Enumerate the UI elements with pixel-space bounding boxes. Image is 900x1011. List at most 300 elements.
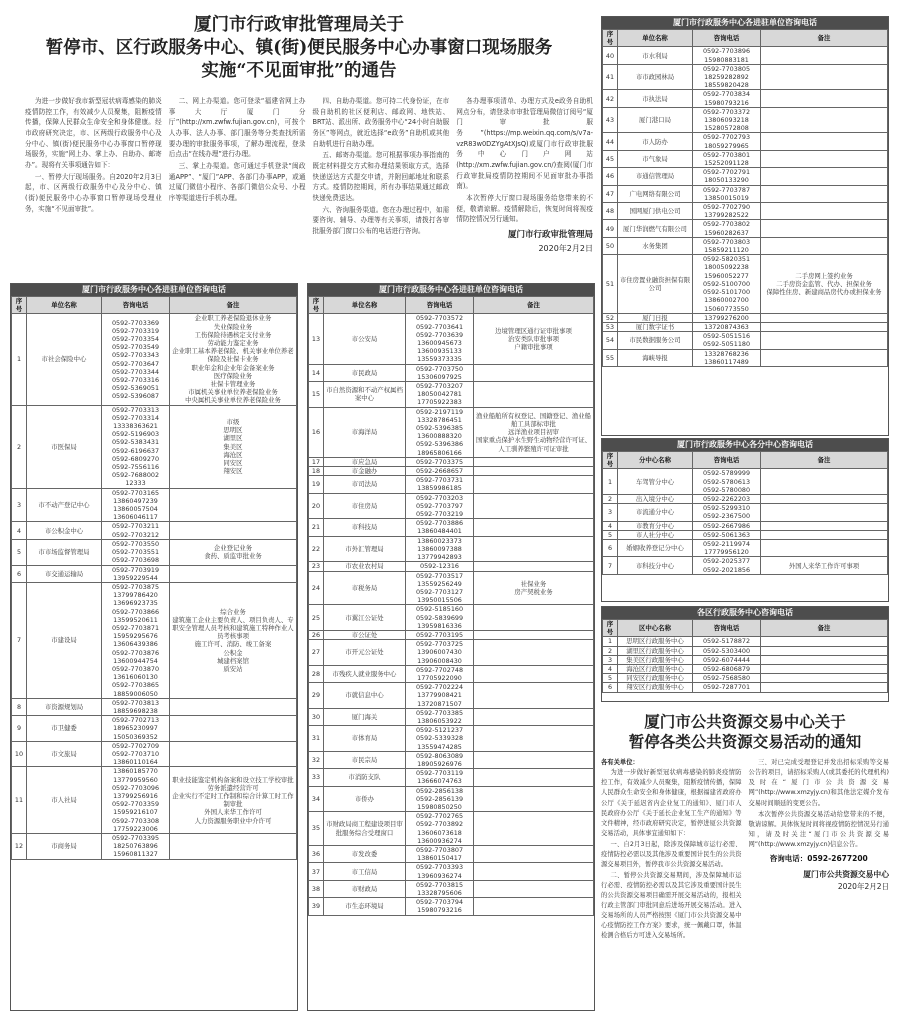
row-index: 11 [12,767,27,834]
unit-name: 市科技局 [324,519,406,536]
table-row [309,382,594,408]
unit-name: 市文旅局 [27,741,102,767]
phone-cell: 13799276200 [693,313,761,322]
row-index: 3 [603,655,618,664]
row-index: 3 [12,488,27,522]
table-d-title: 厦门市行政服务中心各分中心咨询电话 [602,439,888,451]
table-row [603,255,888,313]
table-row [309,863,594,880]
unit-name: 市通信管理局 [618,168,693,185]
row-index: 1 [603,469,618,495]
row-index: 41 [603,64,618,90]
notice2-title-line: 暂停各类公共资源交易活动的通知 [628,732,862,752]
remark-cell [170,698,297,715]
unit-name: 市民宗局 [324,751,406,768]
phone-cell: 0592-7702713 18965230997 15050369352 [102,716,170,742]
table-b [307,283,595,1011]
table-header-row [603,30,888,47]
header-cell: 备注 [761,30,888,47]
unit-name: 婚姻收养登记分中心 [618,540,693,557]
notice1-title-line: 暂停市、区行政服务中心、镇(街)便民服务中心办事窗口现场服务 [45,37,553,58]
table-row [603,90,888,107]
table-row [603,332,888,349]
table-row [309,708,594,725]
phone-cell: 0592-2262203 [693,495,761,504]
remark-cell [474,364,594,381]
notice1-title-line: 厦门市行政审批管理局关于 [194,15,404,35]
row-index: 40 [603,47,618,64]
phone-cell: 0592-7703119 13666074763 [406,769,474,786]
table-row [12,716,297,742]
unit-name: 厦门日报 [618,313,693,322]
notice2-paragraph: 三、对已完成受理登记并发出招标采购等交易公告的项目，请招标采购人(或其委托的代理机构)及时在“厦门市公共资源交易网”(http://www.xmzyjy.cn)和其他法定媒介发布交易时间顺延的变更公告。 [748,759,889,807]
row-index: 7 [603,557,618,574]
table-row [309,467,594,476]
table-row [309,751,594,768]
remark-cell [761,655,888,664]
table-row [603,665,888,674]
remark-cell [761,47,888,64]
header-cell: 单位名称 [324,297,406,314]
header-cell: 序号 [603,30,618,47]
phone-cell: 0592-7703207 18050042781 17705922383 [406,382,474,408]
row-index: 24 [309,571,324,605]
phone-cell: 0592-7703211 0592-7703212 [102,522,170,539]
phone-cell: 0592-7703813 18859698238 [102,698,170,715]
row-index: 48 [603,203,618,220]
notice1-paragraph: 四、自助办渠道。您可持二代身份证，在市级自助机的社区便利店、邮政网、地铁站、BRT站、派出所、政务服务中心“24小时自助服务区”等网点，就近选择“e政务”自助机或其他自助机进行自助办理。 [312,97,450,148]
phone-cell: 0592-7703195 [406,630,474,639]
phone-cell: 0592-2668657 [406,467,474,476]
phone-cell: 0592-7702790 13799282522 [693,203,761,220]
table-row [309,571,594,605]
remark-cell [474,457,594,466]
unit-name: 厦门海关 [324,708,406,725]
remark-cell [761,349,888,366]
remark-cell [761,168,888,185]
remark-cell [761,322,888,331]
row-index: 4 [12,522,27,539]
unit-name: 市翼江公证处 [324,605,406,631]
table-row [309,898,594,915]
remark-cell [761,64,888,90]
notice1-paragraph: 五、邮寄办渠道。您可根据事项办事指南的既定材料提交方式和办理结果领取方式，选择快递送达方式提交申请，并附回邮地址和联系方式。疫情防控期间，所有办事结果通过邮政快递免费送达。 [312,151,450,203]
table-row [603,203,888,220]
phone-cell: 0592-7703572 0592-7703641 0592-7703639 13600945673 13600935133 13559373335 [406,314,474,364]
row-index: 5 [603,674,618,683]
unit-name: 市消防支队 [324,769,406,786]
remark-cell [474,708,594,725]
phone-cell: 0592-7568580 [693,674,761,683]
notice1-column [25,96,162,266]
table-row [603,150,888,167]
row-index: 28 [309,665,324,682]
row-index: 32 [309,751,324,768]
remark-cell [761,530,888,539]
remark-cell [474,880,594,897]
table-row [309,683,594,709]
table-row [12,488,297,522]
table-c-title: 厦门市行政服务中心各进驻单位咨询电话 [602,17,888,29]
unit-name: 市应急局 [324,457,406,466]
unit-name: 车驾管分中心 [618,469,693,495]
unit-name: 厦门港口局 [618,107,693,133]
header-cell: 区中心名称 [618,620,693,637]
phone-cell: 0592-7703731 13859986185 [406,476,474,493]
table-row [12,698,297,715]
row-index: 33 [309,769,324,786]
phone-cell: 0592-7703794 15980793216 [406,898,474,915]
table-b-title: 厦门市行政服务中心各进驻单位咨询电话 [308,284,594,296]
unit-name: 市流通分中心 [618,504,693,521]
table-row [12,767,297,834]
remark-cell [474,519,594,536]
notice-public-resources [601,712,889,1008]
unit-name: 市司法局 [324,476,406,493]
remark-cell [474,665,594,682]
row-index: 18 [309,467,324,476]
row-index: 5 [12,539,27,565]
remark-cell [761,540,888,557]
phone-cell: 0592-7703803 15859211120 [693,237,761,254]
phone-cell: 0592-2197119 13328786451 0592-5396385 13600888320 0592-5396386 18965806166 [406,407,474,457]
unit-name: 市资源规划局 [27,698,102,715]
unit-name: 市开元公证处 [324,640,406,666]
unit-name: 市财政局 [324,880,406,897]
notice1-body [25,96,593,266]
remark-cell: 综合业务 建筑施工企业主要负责人、项目负责人、专职安全管理人员考核和建筑施工特种作业人员考核事项 施工许可、消防、竣工备案 公积金 城建档案馆 质安站 [170,582,297,698]
row-index: 4 [603,521,618,530]
table-row [12,741,297,767]
table-row [603,133,888,150]
notice2-signature: 厦门市公共资源交易中心 [803,869,889,879]
row-index: 45 [603,150,618,167]
row-index: 15 [309,382,324,408]
phone-cell: 0592-7702748 17705922090 [406,665,474,682]
unit-name: 广电网络有限公司 [618,185,693,202]
table-row [603,504,888,521]
phone-cell: 0592-7702791 18050133290 [693,168,761,185]
table-row [603,47,888,64]
phone-cell: 0592-5051516 0592-5051180 [693,332,761,349]
unit-name: 市自然资源和不动产权属档案中心 [324,382,406,408]
row-index: 50 [603,237,618,254]
row-index: 8 [12,698,27,715]
unit-name: 思明区行政服务中心 [618,637,693,646]
phone-cell: 0592-7703834 15980793216 [693,90,761,107]
table-b-grid [308,296,594,916]
unit-name: 市市政园林局 [618,64,693,90]
unit-name: 市社会保险中心 [27,314,102,405]
row-index: 6 [12,565,27,582]
notice1-paragraph: 三、掌上办渠道。您可通过手机登录“闽政通APP”、“厦门”APP、各部门办事APP，或通过厦门微信小程序、各部门微信公众号、小程序等渠道进行手机办理。 [168,162,306,203]
table-row [309,630,594,639]
header-cell: 咨询电话 [102,297,170,314]
table-row [309,726,594,752]
phone-cell: 0592-5185160 0592-5839699 13959816336 [406,605,474,631]
phone-cell: 0592-5303400 [693,646,761,655]
table-header-row [12,297,297,314]
row-index: 21 [309,519,324,536]
notice1-column [456,96,593,266]
table-row [309,846,594,863]
unit-name: 集美区行政服务中心 [618,655,693,664]
unit-name: 市公积金中心 [27,522,102,539]
notice1-paragraph: 各办理事项清单、办理方式及e政务自助机网点分布，请登录市审批管理局微信订阅号“厦门审批服务”(https://mp.weixin.qq.com/s/v7a-vzR83w0DZYgAtXJsQ)或厦门市行政审批服务中心门户网站(http://xm.zwfw.fujian.gov.cn/)查阅(厦门市行政审批局疫情防控期间不见面审批办事指南)。 [456,97,593,191]
remark-cell [474,863,594,880]
unit-name: 市医保局 [27,405,102,488]
table-row [12,405,297,488]
unit-name: 市卫健委 [27,716,102,742]
table-row [309,493,594,519]
row-index: 37 [309,863,324,880]
remark-cell: 企业职工养老保险退休业务 失业保险业务 工伤保险待遇核定支付业务 劳动能力鉴定业务 企业职工基本养老保险、机关事业单位养老保险及社保卡业务 职业年金和企业年金备案业务 医疗保险业务 社保卡管理业务 市属机关事业单位养老保险业务 中央属机关事业单位养老保险业务 [170,314,297,405]
unit-name: 厦门华润燃气有限公司 [618,220,693,237]
row-index: 54 [603,332,618,349]
row-index: 13 [309,314,324,364]
row-index: 29 [309,683,324,709]
unit-name: 市公证处 [324,630,406,639]
row-index: 23 [309,562,324,571]
phone-cell: 0592-12316 [406,562,474,571]
table-row [603,220,888,237]
phone-cell: 13720874363 [693,322,761,331]
phone-cell: 0592-7703896 15980883181 [693,47,761,64]
remark-cell: 二手房网上签约业务 二手房资金监管、代办、担保业务 保障性住房、新建商品房代办或担保业务 [761,255,888,313]
row-index: 19 [309,476,324,493]
phone-cell: 0592-7703395 18250763896 15960811327 [102,834,170,860]
unit-name: 市人社局 [27,767,102,834]
table-row [603,683,888,692]
row-index: 14 [309,364,324,381]
notice2-column [749,758,890,942]
row-index: 5 [603,530,618,539]
row-index: 1 [603,637,618,646]
remark-cell: 边境管理区通行证审批事项 治安类队审批事项 户籍审批事项 [474,314,594,364]
notice1-title-line: 实施“不见面审批”的通告 [201,60,397,81]
row-index: 27 [309,640,324,666]
unit-name: 市市场监督管理局 [27,539,102,565]
phone-cell: 13860023373 13860097388 13779942893 [406,536,474,562]
table-row [603,646,888,655]
table-row [309,519,594,536]
table-row [309,562,594,571]
phone-cell: 0592-5121237 0592-5339328 13559474285 [406,726,474,752]
table-row [603,521,888,530]
phone-cell: 0592-7703919 13959229544 [102,565,170,582]
table-a-title: 厦门市行政服务中心各进驻单位咨询电话 [11,284,297,296]
phone-cell: 0592-2025377 0592-2021856 [693,557,761,574]
table-row [309,786,594,812]
unit-name: 市住房局 [324,493,406,519]
table-row [603,185,888,202]
remark-cell [761,90,888,107]
table-c [601,16,889,436]
unit-name: 市税务局 [324,571,406,605]
phone-cell: 0592-5061363 [693,530,761,539]
remark-cell [170,565,297,582]
remark-cell [474,562,594,571]
row-index: 31 [309,726,324,752]
remark-cell [761,637,888,646]
remark-cell [761,332,888,349]
unit-name: 海沧区行政服务中心 [618,665,693,674]
remark-cell [761,469,888,495]
row-index: 36 [309,846,324,863]
unit-name: 市民数据服务公司 [618,332,693,349]
table-e-title: 各区行政服务中心咨询电话 [602,607,888,619]
remark-cell [761,107,888,133]
unit-name: 市工信局 [324,863,406,880]
row-index: 39 [309,898,324,915]
table-d [601,438,889,602]
header-cell: 分中心名称 [618,452,693,469]
table-e [601,606,889,702]
notice2-column [601,758,742,942]
unit-name: 市科技分中心 [618,557,693,574]
row-index: 35 [309,812,324,846]
remark-cell [474,751,594,768]
remark-cell [761,150,888,167]
unit-name: 市农业农村局 [324,562,406,571]
remark-cell [761,313,888,322]
table-row [603,237,888,254]
phone-cell: 0592-2667986 [693,521,761,530]
header-cell: 咨询电话 [693,620,761,637]
row-index: 3 [603,504,618,521]
table-row [309,605,594,631]
unit-name: 市海洋局 [324,407,406,457]
notice1-paragraph: 一、暂停大厅现场服务。自2020年2月3日起，市、区两级行政服务中心及分中心、镇(街)便民服务中心办事窗口暂停现场受理业务，实施“不见面审批”。 [25,172,162,213]
header-cell: 序号 [12,297,27,314]
row-index: 44 [603,133,618,150]
row-index: 43 [603,107,618,133]
notice1-date: 2020年2月2日 [538,243,593,253]
unit-name: 市人防办 [618,133,693,150]
notice1-title [5,14,593,82]
remark-cell: 外国人来华工作许可事项 [761,557,888,574]
phone-cell: 0592-7703165 13860497239 13860057504 13606046117 [102,488,170,522]
remark-cell [474,605,594,631]
table-row [309,457,594,466]
row-index: 42 [603,90,618,107]
notice1-paragraph: 六、咨询服务渠道。您在办理过程中，如需要咨询、辅导、办理等有关事项，请拨打各审批服务部门窗口公布的电话进行咨询。 [312,205,450,236]
table-header-row [309,297,594,314]
unit-name: 市财政局商工程建设项目审批服务综合受理窗口 [324,812,406,846]
unit-name: 市人社分中心 [618,530,693,539]
table-header-row [603,452,888,469]
remark-cell [761,220,888,237]
table-row [309,536,594,562]
remark-cell: 企业登记业务 食药、质监审批业务 [170,539,297,565]
unit-name: 市商务局 [27,834,102,860]
phone-cell: 0592-5299310 0592-2367500 [693,504,761,521]
table-row [309,314,594,364]
phone-cell: 0592-7703375 [406,457,474,466]
remark-cell: 渔业船舶所有权登记、国籍登记、渔业船舶工具部标审批 远洋渔业项目初审 国家重点保护水生野生动物经营许可证、人工驯养繁殖许可证审批 [474,407,594,457]
row-index: 17 [309,457,324,466]
remark-cell [761,521,888,530]
row-index: 2 [12,405,27,488]
unit-name: 市公安局 [324,314,406,364]
header-cell: 单位名称 [618,30,693,47]
unit-name: 同安区行政服务中心 [618,674,693,683]
table-row [309,476,594,493]
unit-name: 市残疾人就业服务中心 [324,665,406,682]
row-index: 30 [309,708,324,725]
row-index: 20 [309,493,324,519]
remark-cell [761,203,888,220]
notice1-paragraph: 本次暂停大厅窗口现场服务给您带来的不便，敬请谅解。疫情解除后，恢复时间将视疫情防控情况另行通知。 [456,194,593,224]
unit-name: 湖里区行政服务中心 [618,646,693,655]
remark-cell [761,683,888,692]
header-cell: 序号 [603,620,618,637]
remark-cell [170,741,297,767]
phone-cell: 0592-8063089 18905926976 [406,751,474,768]
phone-cell: 0592-7703807 13860150417 [406,846,474,863]
row-index: 26 [309,630,324,639]
row-index: 6 [603,683,618,692]
phone-cell: 0592-7702793 18059279965 [693,133,761,150]
table-row [12,565,297,582]
row-index: 9 [12,716,27,742]
table-e-grid [602,619,888,693]
remark-cell [474,382,594,408]
remark-cell [170,488,297,522]
phone-cell: 0592-7703385 13806053922 [406,708,474,725]
header-cell: 序号 [603,452,618,469]
remark-cell [474,467,594,476]
table-row [603,557,888,574]
remark-cell [761,646,888,655]
remark-cell [170,716,297,742]
row-index: 4 [603,665,618,674]
remark-cell: 市级 思明区 湖里区 集美区 海沧区 同安区 翔安区 [170,405,297,488]
notice1-paragraph: 二、网上办渠道。您可登录“福建省网上办事大厅厦门分厅”(http://xm.zwfw.fujian.gov.cn)，可按个人办事、法人办事、部门服务等分类查找所需要办理的审批服务事项，了解办理流程，登录后点击“在线办理”进行办理。 [168,97,306,159]
table-row [603,540,888,557]
table-d-grid [602,451,888,575]
phone-cell: 0592-7703372 13806093218 15280572808 [693,107,761,133]
unit-name: 水务集团 [618,237,693,254]
table-row [603,530,888,539]
unit-name: 厦门数字证书 [618,322,693,331]
table-row [12,522,297,539]
header-cell: 咨询电话 [693,452,761,469]
notice1-paragraph: 为进一步做好我市新型冠状病毒感染的肺炎疫情防控工作，有效减少人员聚集，阻断疫情传播，保障人民群众生命安全和身体健康。经市政府研究决定，市、区两级行政服务中心及分中心、镇(街)便民服务中心办事窗口暂停现场服务，实施“网上办、掌上办、自助办、邮寄办”。现将有关事项通告如下： [25,97,162,170]
table-row [12,582,297,698]
unit-name: 市交通运输局 [27,565,102,582]
table-row [603,637,888,646]
row-index: 6 [603,540,618,557]
header-cell: 咨询电话 [406,297,474,314]
phone-cell: 0592-7703393 13960936274 [406,863,474,880]
phone-cell: 0592-5820351 18005092238 15960052277 0592-5100700 0592-5101700 13860002700 15060773550 [693,255,761,313]
unit-name: 市执法局 [618,90,693,107]
header-cell: 备注 [761,452,888,469]
notice1-column [313,96,450,266]
phone-cell: 0592-6806879 [693,665,761,674]
table-row [309,364,594,381]
table-row [12,539,297,565]
unit-name: 市发改委 [324,846,406,863]
row-index: 51 [603,255,618,313]
row-index: 22 [309,536,324,562]
phone-cell: 0592-7702765 0592-7703892 13606073618 13600936274 [406,812,474,846]
remark-cell [474,898,594,915]
unit-name: 市住房置业融资担保有限公司 [618,255,693,313]
phone-cell: 0592-2856138 0592-2856139 15980850250 [406,786,474,812]
remark-cell [761,665,888,674]
